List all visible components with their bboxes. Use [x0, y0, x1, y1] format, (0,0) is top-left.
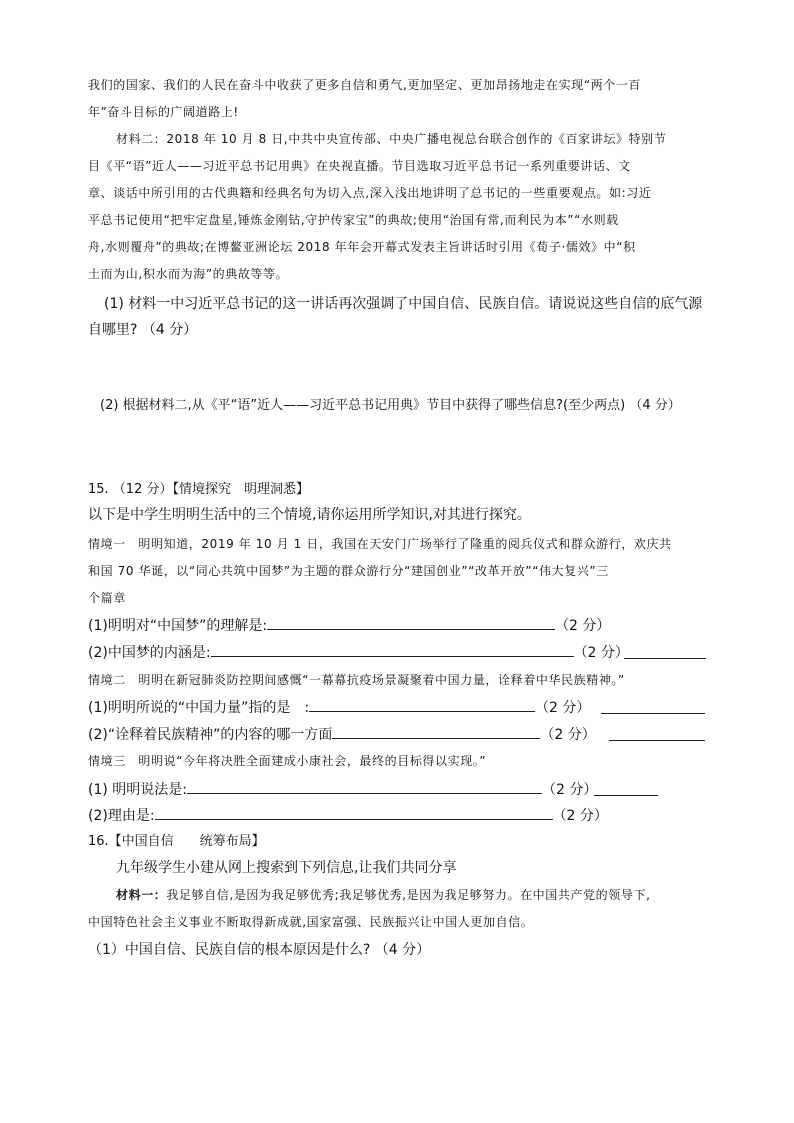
question-text: (1)明明所说的“中国力量”指的是 :	[88, 700, 310, 716]
q15-scenario3-line: 情境三 明明说“今年将决胜全面建成小康社会，最终的目标得以实现。”	[88, 754, 487, 768]
answer-blank-tail[interactable]	[594, 794, 658, 796]
score: （2 分）	[552, 808, 608, 824]
answer-blank[interactable]	[267, 615, 555, 630]
question-text: (1)明明对“中国梦”的理解是:	[88, 618, 268, 634]
q15-scenario1-question2	[88, 642, 629, 663]
q14-sub1-line: 自哪里? （4 分）	[88, 322, 198, 338]
material-two-line: 章、谈话中所引用的古代典籍和经典名句为切入点,深入浅出地讲明了总书记的一些重要观点。如:习近	[88, 186, 652, 200]
material-one-line: 我们的国家、我们的人民在奋斗中收获了更多自信和勇气,更加坚定、更加昂扬地走在实现“两个一百	[88, 78, 642, 92]
question-text: (2)理由是:	[88, 808, 155, 824]
q16-material-one-line	[116, 885, 651, 905]
answer-blank-tail[interactable]	[601, 712, 705, 714]
answer-blank-tail[interactable]	[624, 657, 706, 659]
q15-intro: 以下是中学生明明生活中的三个情境,请你运用所学知识,对其进行探究。	[88, 507, 531, 523]
score: （2 分）	[573, 645, 629, 661]
score: （2 分）	[555, 618, 611, 634]
material-two-line: 目《平“语”近人——习近平总书记用典》在央视直播。节目选取习近平总书记一系列重要讲话、文	[88, 159, 631, 173]
q16-intro: 九年级学生小建从网上搜索到下列信息,让我们共同分享	[116, 860, 457, 876]
material-two-line: 材料二：2018 年 10 月 8 日,中共中央宣传部、中央广播电视总台联合创作的《百家讲坛》特别节	[116, 132, 667, 146]
q16-material-one-line: 中国特色社会主义事业不断取得新成就,国家富强、民族振兴让中国人更加自信。	[88, 915, 534, 929]
question-text: (2)中国梦的内涵是:	[88, 645, 211, 661]
answer-blank-tail[interactable]	[609, 739, 705, 741]
material-text: 我足够自信,是因为我足够优秀;我足够优秀,是因为我足够努力。在中国共产党的领导下,	[166, 888, 651, 902]
answer-blank[interactable]	[309, 697, 535, 712]
q15-scenario1-line: 和国 70 华诞，以“同心共筑中国梦”为主题的群众游行分“建国创业”“改革开放”“伟大复兴”三	[88, 564, 609, 578]
answer-blank[interactable]	[155, 805, 553, 820]
q15-scenario3-question2	[88, 805, 608, 826]
answer-blank[interactable]	[211, 642, 574, 657]
question-text: (1) 明明说法是:	[88, 782, 187, 798]
q15-scenario3-question1	[88, 779, 597, 800]
material-label: 材料一：	[116, 888, 167, 902]
answer-blank[interactable]	[332, 724, 540, 739]
answer-blank[interactable]	[187, 779, 542, 794]
q14-sub2: (2) 根据材料二,从《平“语”近人——习近平总书记用典》节目中获得了哪些信息?(至少两点) （4 分）	[100, 398, 681, 413]
material-one-line: 年”奋斗目标的广阔道路上!	[88, 105, 239, 119]
q16-sub1: （1）中国自信、民族自信的根本原因是什么? （4 分）	[88, 942, 431, 958]
q14-sub1-line: (1) 材料一中习近平总书记的这一讲话再次强调了中国自信、民族自信。请说说这些自信的底气源	[104, 296, 703, 312]
q15-scenario1-line: 个篇章	[88, 591, 126, 605]
question-text: (2)“诠释着民族精神”的内容的哪一方面	[88, 727, 333, 743]
q15-scenario2-line: 情境二 明明在新冠肺炎防控期间感慨“一幕幕抗疫场景凝聚着中国力量，诠释着中华民族精神。”	[88, 673, 625, 687]
score: （2 分）	[540, 727, 596, 743]
q15-scenario1-line: 情境一 明明知道，2019 年 10 月 1 日，我国在天安门广场举行了隆重的阅兵仪式和群众游行，欢庆共	[88, 537, 672, 551]
q15-scenario1-question1	[88, 615, 610, 636]
material-two-line: 平总书记使用“把牢定盘星,锤炼金刚钻,守护传家宝”的典故;使用“治国有常,而利民为本”“水则载	[88, 213, 619, 227]
score: （2 分）	[535, 700, 591, 716]
q15-header: 15. （12 分）【情境探究 明理洞悉】	[88, 482, 309, 497]
material-two-line: 土而为山,积水而为海”的典故等等。	[88, 267, 289, 281]
material-two-line: 舟,水则覆舟”的典故;在博鳌亚洲论坛 2018 年年会开幕式发表主旨讲话时引用《荀子·儒效》中“积	[88, 240, 636, 254]
q15-scenario2-question2	[88, 724, 596, 745]
q15-scenario2-question1	[88, 697, 590, 718]
score: （2 分）	[542, 782, 598, 798]
q16-header: 16.【中国自信 统筹布局】	[88, 834, 265, 849]
